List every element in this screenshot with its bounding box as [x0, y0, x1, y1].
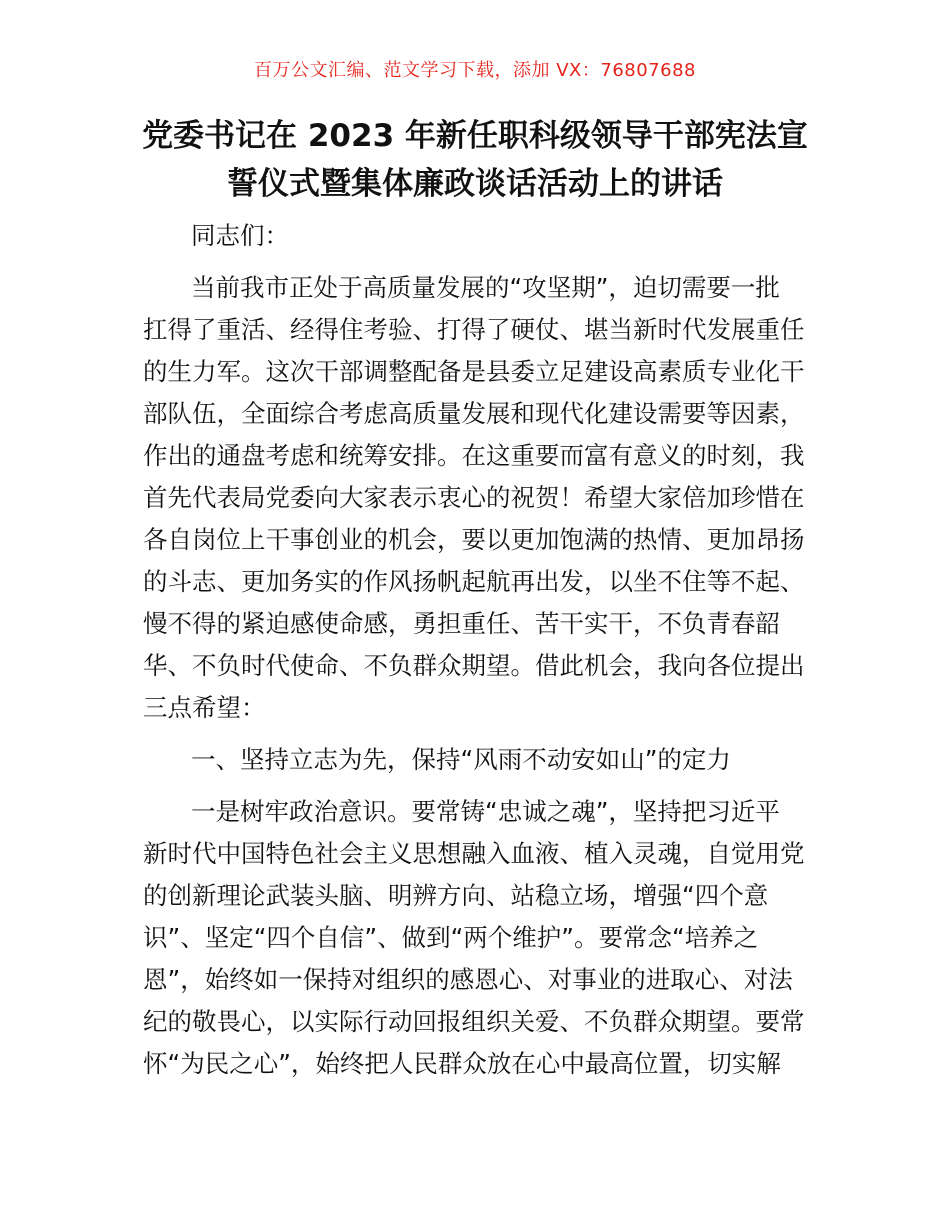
paragraph-line: 的生力军。这次干部调整配备是县委立足建设高素质专业化干: [143, 357, 805, 386]
paragraph-line: 当前我市正处于高质量发展的“攻坚期”，迫切需要一批: [191, 273, 780, 302]
paragraph-line: 首先代表局党委向大家表示衷心的祝贺！希望大家倍加珍惜在: [143, 483, 805, 512]
paragraph-line: 慢不得的紧迫感使命感，勇担重任、苦干实干，不负青春韶: [143, 609, 780, 638]
title-line: 党委书记在 2023 年新任职科级领导干部宪法宣: [142, 118, 808, 154]
document-body: [143, 215, 813, 1095]
salutation: 同志们：: [191, 221, 289, 250]
paragraph-line: 各自岗位上干事创业的机会，要以更加饱满的热情、更加昂扬: [143, 525, 805, 554]
paragraph-line: 扛得了重活、经得住考验、打得了硬仗、堪当新时代发展重任: [143, 315, 805, 344]
paragraph-line: 新时代中国特色社会主义思想融入血液、植入灵魂，自觉用党: [143, 839, 805, 868]
title-line: 誓仪式暨集体廉政谈话活动上的讲话: [227, 166, 723, 202]
paragraph-line: 的创新理论武装头脑、明辨方向、站稳立场，增强“四个意: [143, 881, 769, 910]
paragraph-line: 纪的敬畏心，以实际行动回报组织关爱、不负群众期望。要常: [143, 1007, 805, 1036]
header-watermark-note: 百万公文汇编、范文学习下载，添加 VX：76807688: [254, 60, 696, 81]
paragraph-line: 恩”，始终如一保持对组织的感恩心、对事业的进取心、对法: [143, 965, 793, 994]
paragraph-line: 华、不负时代使命、不负群众期望。借此机会，我向各位提出: [143, 651, 805, 680]
paragraph-line: 的斗志、更加务实的作风扬帆起航再出发，以坐不住等不起、: [143, 567, 805, 596]
document-title: [130, 112, 820, 208]
section-heading-1: 一、坚持立志为先，保持“风雨不动安如山”的定力: [191, 745, 731, 774]
paragraph-line: 一是树牢政治意识。要常铸“忠诚之魂”，坚持把习近平: [191, 797, 780, 826]
paragraph-political-awareness: [143, 791, 813, 1085]
paragraph-line: 部队伍，全面综合考虑高质量发展和现代化建设需要等因素，: [143, 399, 805, 428]
paragraph-line: 三点希望：: [143, 693, 266, 722]
paragraph-line: 作出的通盘考虑和统筹安排。在这重要而富有意义的时刻，我: [143, 441, 805, 470]
paragraph-line: 识”、坚定“四个自信”、做到“两个维护”。要常念“培养之: [143, 923, 759, 952]
paragraph-line: 怀“为民之心”，始终把人民群众放在心中最高位置，切实解: [143, 1049, 781, 1078]
paragraph-intro: [143, 267, 813, 729]
